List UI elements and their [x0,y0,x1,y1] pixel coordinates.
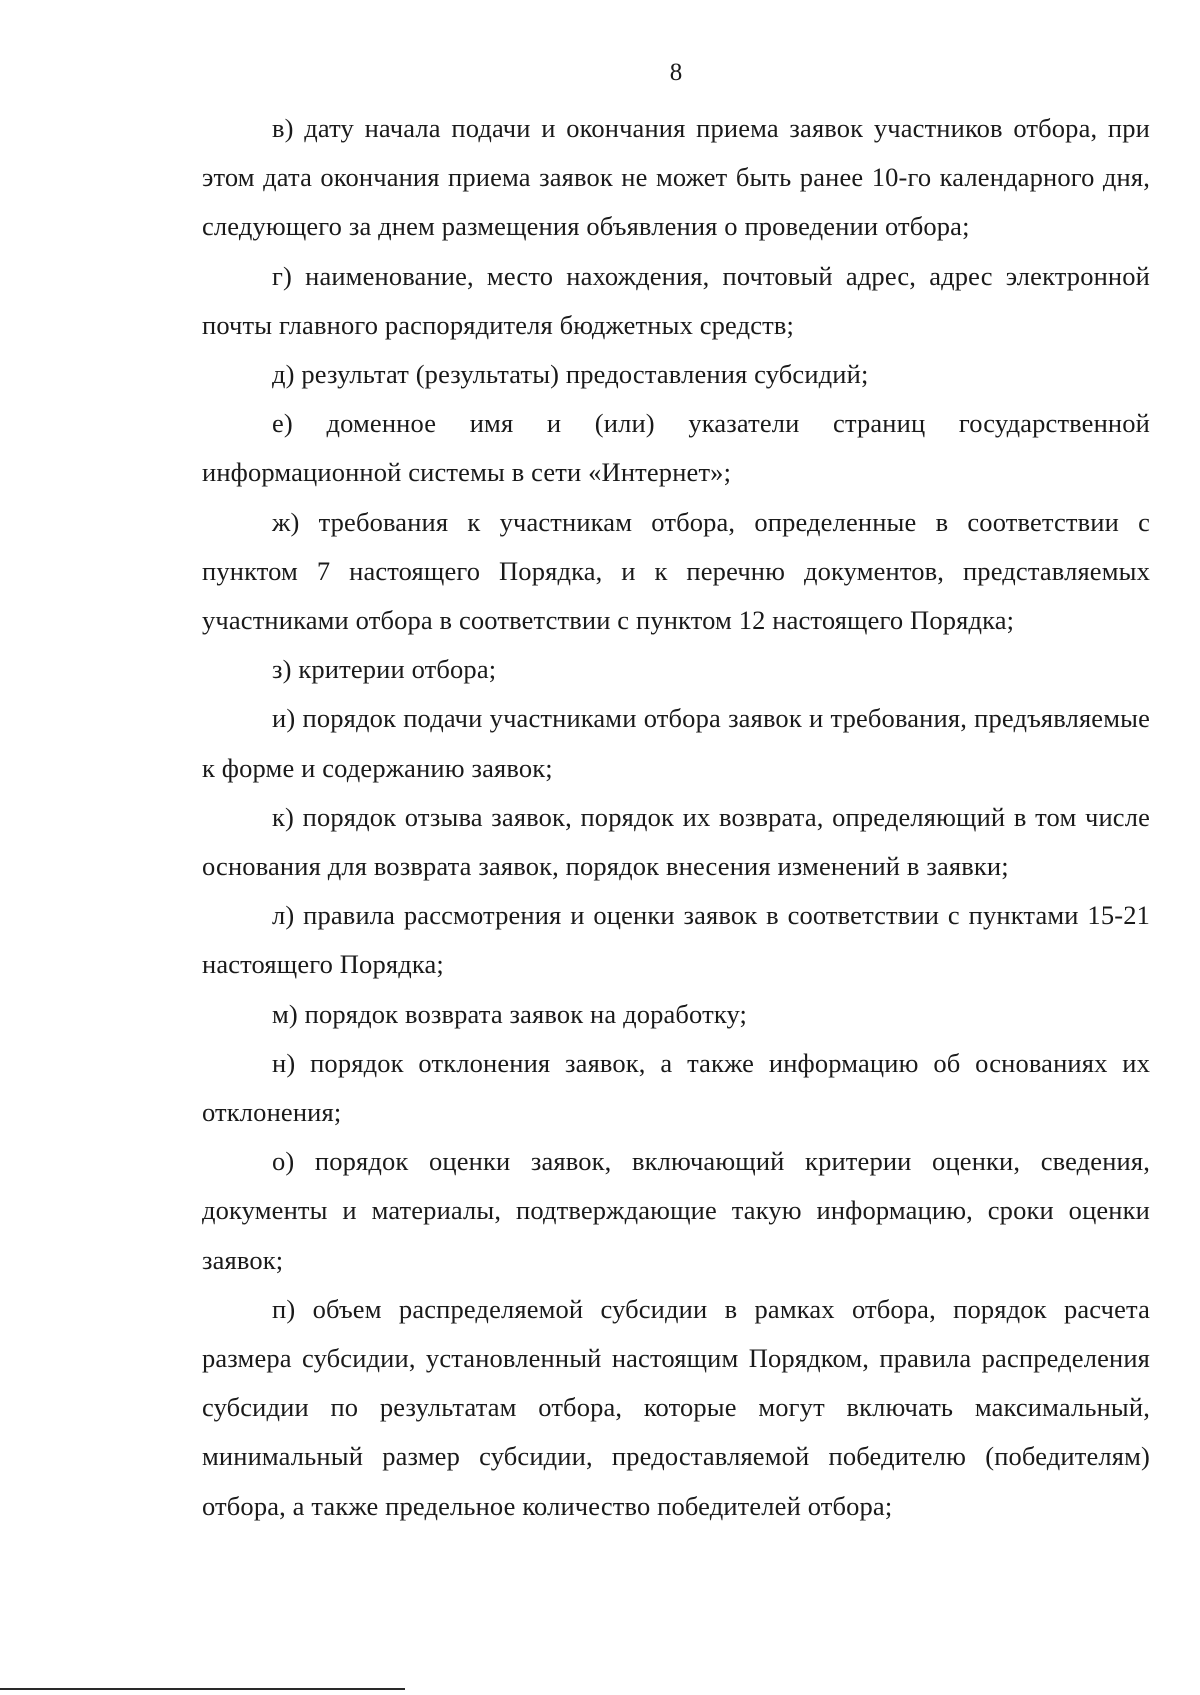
paragraph-p: п) объем распределяемой субсидии в рамках отбора, порядок расчета размера субсидии, установленный настоящим Порядком, правила распределения субсидии по результатам отбора, которые могут включать максимальный, минимальный размер субсидии, предоставляемой победителю (победителям) отбора, а также предельное количество победителей отбора; [202,1293,1150,1521]
paragraph-k: к) порядок отзыва заявок, порядок их возврата, определяющий в том числе основания для возврата заявок, порядок внесения изменений в заявки; [202,801,1150,882]
document-body [202,104,1150,1531]
paragraph-g: г) наименование, место нахождения, почтовый адрес, адрес электронной почты главного распорядителя бюджетных средств; [202,260,1150,340]
paragraph-e: е) доменное имя и (или) указатели страниц государственной информационной системы в сети «Интернет»; [202,408,1150,488]
paragraph-m: м) порядок возврата заявок на доработку; [272,998,748,1029]
paragraph-l: л) правила рассмотрения и оценки заявок в соответствии с пунктами 15-21 настоящего Порядка; [202,900,1150,980]
paragraph-v: в) дату начала подачи и окончания приема заявок участников отбора, при этом дата окончания приема заявок не может быть ранее 10-го календарного дня, следующего за днем размещения объявления о проведении отбора; [202,113,1150,242]
paragraph-o: о) порядок оценки заявок, включающий критерии оценки, сведения, документы и материалы, подтверждающие такую информацию, сроки оценки заявок; [202,1146,1150,1275]
paragraph-zh: ж) требования к участникам отбора, определенные в соответствии с пунктом 7 настоящего Порядка, и к перечню документов, представляемых участниками отбора в соответствии с пунктом 12 настоящего Порядка; [202,506,1150,636]
paragraph-n: н) порядок отклонения заявок, а также информацию об основаниях их отклонения; [202,1047,1150,1128]
paragraph-d: д) результат (результаты) предоставления субсидий; [272,359,869,390]
paragraph-i: и) порядок подачи участниками отбора заявок и требования, предъявляемые к форме и содержанию заявок; [202,703,1150,783]
page-number: 8 [669,59,683,86]
paragraph-z: з) критерии отбора; [272,654,497,685]
footer-rule [0,1688,405,1690]
